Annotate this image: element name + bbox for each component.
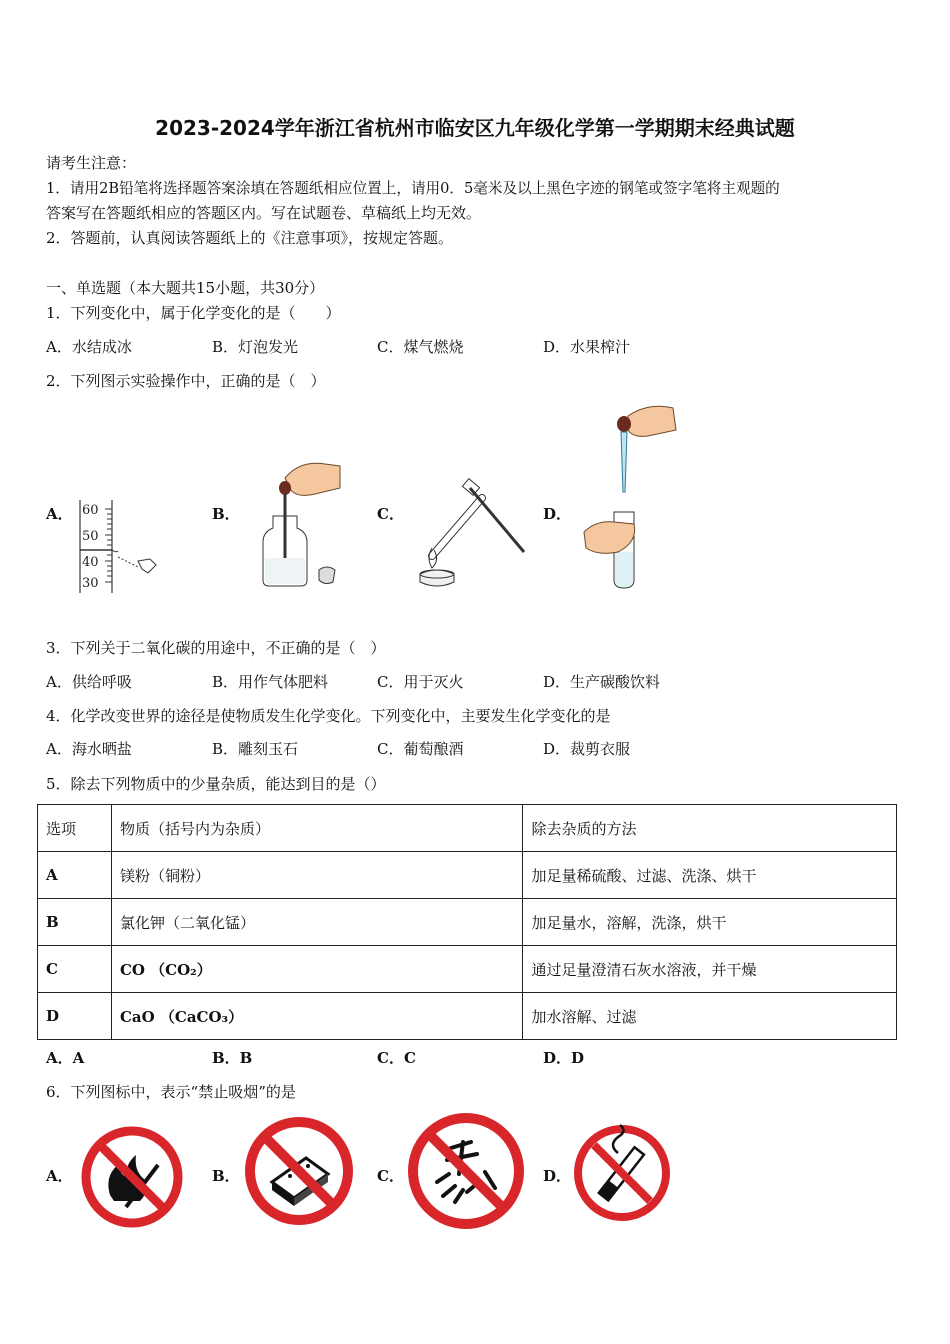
table-row: [38, 993, 897, 1040]
test-tube-heating-figure: [412, 478, 532, 593]
q3-option-d: D．生产碳酸饮料: [543, 673, 661, 691]
cylinder-tick-60: 60: [82, 503, 99, 518]
row-c-option: C: [38, 946, 112, 993]
q5-stem: 5．除去下列物质中的少量杂质，能达到目的是（）: [46, 775, 386, 793]
row-d-option: D: [38, 993, 112, 1040]
no-smoking-sign-icon: [572, 1123, 672, 1223]
q5-table: [37, 804, 897, 1040]
q2-label-c: C．: [377, 505, 404, 523]
q1-option-b: B．灯泡发光: [212, 338, 299, 356]
q4-option-b: B．雕刻玉石: [212, 740, 299, 758]
q1-option-a: A．水结成冰: [46, 338, 132, 356]
notice-line-1a: 1．请用2B铅笔将选择题答案涂填在答题纸相应位置上，请用0．5毫米及以上黑色字迹的钢笔或签字笔将主观题的: [46, 180, 780, 197]
header-method: 除去杂质的方法: [523, 805, 897, 852]
graduated-cylinder-reading-figure: [72, 495, 167, 595]
notice-line-1b: 答案写在答题纸相应的答题区内。写在试题卷、草稿纸上均无效。: [46, 204, 482, 222]
no-burning-fireworks-sign-icon: [407, 1112, 525, 1230]
row-b-substance: 氯化钾（二氧化锰）: [111, 899, 523, 946]
no-open-flame-sign-icon: [80, 1125, 184, 1229]
q2-label-a: A．: [46, 505, 73, 523]
row-c-substance: CO （CO₂）: [111, 946, 523, 993]
row-b-method: 加足量水，溶解，洗涤，烘干: [523, 899, 897, 946]
q5-option-c: C．C: [377, 1049, 416, 1067]
section-heading: 一、单选题（本大题共15小题，共30分）: [46, 279, 325, 297]
q6-label-a: A．: [46, 1167, 73, 1185]
q1-stem: 1．下列变化中，属于化学变化的是（ ）: [46, 304, 341, 322]
header-substance: 物质（括号内为杂质）: [111, 805, 523, 852]
table-row: [38, 946, 897, 993]
q2-label-d: D．: [543, 505, 572, 523]
cylinder-tick-30: 30: [82, 576, 99, 591]
table-row: [38, 899, 897, 946]
table-row: [38, 852, 897, 899]
q5-option-a: A．A: [46, 1049, 85, 1067]
dropper-into-test-tube-figure: [578, 402, 683, 597]
cylinder-tick-50: 50: [82, 529, 99, 544]
row-d-substance: CaO （CaCO₃）: [111, 993, 523, 1040]
row-d-method: 加水溶解、过滤: [523, 993, 897, 1040]
q3-option-b: B．用作气体肥料: [212, 673, 329, 691]
no-fireworks-sign-icon: [244, 1116, 354, 1226]
q1-option-c: C．煤气燃烧: [377, 338, 464, 356]
q6-label-c: C．: [377, 1167, 404, 1185]
dropper-bottle-figure: [255, 458, 350, 593]
header-option: 选项: [38, 805, 112, 852]
q6-stem: 6．下列图标中，表示“禁止吸烟”的是: [46, 1083, 296, 1101]
q4-option-a: A．海水晒盐: [46, 740, 132, 758]
row-b-option: B: [38, 899, 112, 946]
q1-option-d: D．水果榨汁: [543, 338, 631, 356]
q3-option-c: C．用于灭火: [377, 673, 464, 691]
q3-option-a: A．供给呼吸: [46, 673, 132, 691]
cylinder-tick-40: 40: [82, 555, 99, 570]
q4-stem: 4．化学改变世界的途径是使物质发生化学变化。下列变化中，主要发生化学变化的是: [46, 707, 611, 725]
q5-option-d: D．D: [543, 1049, 585, 1067]
row-a-option: A: [38, 852, 112, 899]
row-a-substance: 镁粉（铜粉）: [111, 852, 523, 899]
q2-stem: 2．下列图示实验操作中，正确的是（ ）: [46, 372, 326, 390]
row-c-method: 通过足量澄清石灰水溶液，并干燥: [523, 946, 897, 993]
notice-heading: 请考生注意：: [46, 154, 137, 172]
q4-option-c: C．葡萄酿酒: [377, 740, 464, 758]
q3-stem: 3．下列关于二氧化碳的用途中，不正确的是（ ）: [46, 639, 386, 657]
q2-label-b: B．: [212, 505, 240, 523]
q6-label-b: B．: [212, 1167, 240, 1185]
page-title: 2023-2024学年浙江省杭州市临安区九年级化学第一学期期末经典试题: [155, 116, 795, 140]
table-header-row: [38, 805, 897, 852]
notice-line-2: 2．答题前，认真阅读答题纸上的《注意事项》，按规定答题。: [46, 229, 454, 247]
q6-label-d: D．: [543, 1167, 572, 1185]
row-a-method: 加足量稀硫酸、过滤、洗涤、烘干: [523, 852, 897, 899]
q5-option-b: B．B: [212, 1049, 253, 1067]
q4-option-d: D．裁剪衣服: [543, 740, 631, 758]
